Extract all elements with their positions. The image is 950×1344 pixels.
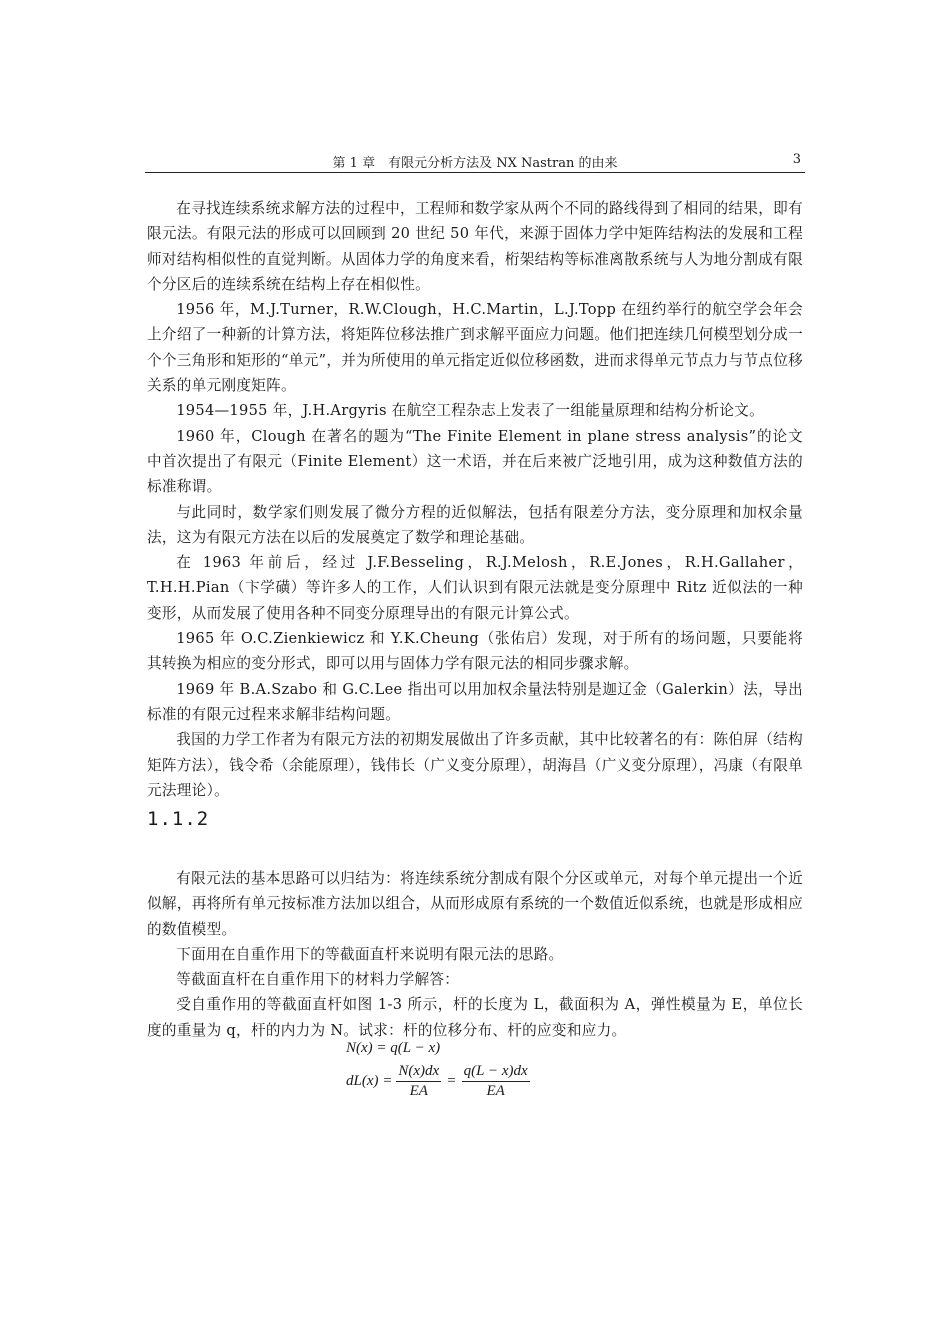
page-header [145,150,805,173]
denominator: EA [486,1083,505,1099]
paragraph: 1956 年，M.J.Turner，R.W.Clough，H.C.Martin，L.J.Topp 在纽约举行的航空学会年会上介绍了一种新的计算方法，将矩阵位移法推广到求解平面应力问题。他们把连续几何模型划分成一个个三角形和矩形的“单元”，并为所使用的单元指定近似位移函数，进而求得单元节点力与节点位移关系的单元刚度矩阵。 [147,301,803,395]
paragraph: 等截面直杆在自重作用下的材料力学解答： [176,971,460,989]
section-heading: 1.1.2 [147,808,210,830]
numerator: N(x)dx [396,1063,441,1082]
numerator: q(L − x)dx [462,1063,530,1082]
paragraph: 1969 年 B.A.Szabo 和 G.C.Lee 指出可以用加权余量法特别是迦辽金（Galerkin）法，导出标准的有限元过程来求解非结构问题。 [147,680,803,723]
formula-block [346,1040,534,1100]
fraction-2 [462,1063,530,1100]
paragraph: 1960 年，Clough 在著名的题为“The Finite Element in plane stress analysis”的论文中首次提出了有限元（Finite Element）这一术语，并在后来被广泛地引用，成为这种数值方法的标准称谓。 [147,427,803,496]
paragraph: 与此同时，数学家们则发展了微分方程的近似解法，包括有限差分方法，变分原理和加权余量法，这为有限元方法在以后的发展奠定了数学和理论基础。 [147,503,803,546]
paragraph: 1965 年 O.C.Zienkiewicz 和 Y.K.Cheung（张佑启）发现，对于所有的场问题，只要能将其转换为相应的变分形式，即可以用与固体力学有限元法的相同步骤求解。 [147,630,803,673]
formula-lhs: dL(x) = [346,1073,393,1089]
paragraph: 下面用在自重作用下的等截面直杆来说明有限元法的思路。 [176,945,564,963]
paragraph: 受自重作用的等截面直杆如图 1-3 所示，杆的长度为 L，截面积为 A，弹性模量为 E，单位长度的重量为 q，杆的内力为 N。试求：杆的位移分布、杆的应变和应力。 [147,996,803,1039]
paragraph: 我国的力学工作者为有限元方法的初期发展做出了许多贡献，其中比较著名的有：陈伯屏（结构矩阵方法），钱令希（余能原理），钱伟长（广义变分原理），胡海昌（广义变分原理），冯康（有限单元法理论）。 [147,731,803,799]
formula-elongation [346,1063,534,1100]
body-text [147,196,803,803]
paragraph: 在 1963 年前后，经过 J.F.Besseling，R.J.Melosh，R.E.Jones，R.H.Gallaher，T.H.H.Pian（卞学磺）等许多人的工作，人们认识到有限元法就是变分原理中 Ritz 近似法的一种变形，从而发展了使用各种不同变分原理导出的有限元计算公式。 [147,554,803,622]
paragraph: 有限元法的基本思路可以归结为：将连续系统分割成有限个分区或单元，对每个单元提出一个近似解，再将所有单元按标准方法加以组合，从而形成原有系统的一个数值近似系统，也就是形成相应的数值模型。 [147,870,803,938]
formula-internal-force: N(x) = q(L − x) [346,1040,441,1056]
fraction-1 [396,1063,441,1100]
chapter-title: 第 1 章 有限元分析方法及 NX Nastran 的由来 [332,156,618,171]
equals-sign: = [447,1073,456,1089]
paragraph: 1954—1955 年，J.H.Argyris 在航空工程杂志上发表了一组能量原理和结构分析论文。 [176,402,765,420]
page-number: 3 [792,152,801,167]
body-text-2 [147,866,803,1043]
paragraph: 在寻找连续系统求解方法的过程中，工程师和数学家从两个不同的路线得到了相同的结果，即有限元法。有限元法的形成可以回顾到 20 世纪 50 年代，来源于固体力学中矩阵结构法的发展和工程师对结构相似性的直觉判断。从固体力学的角度来看，桁架结构等标准离散系统与人为地分割成有限个分区后的连续系统在结构上存在相似性。 [147,200,803,293]
denominator: EA [409,1083,428,1099]
